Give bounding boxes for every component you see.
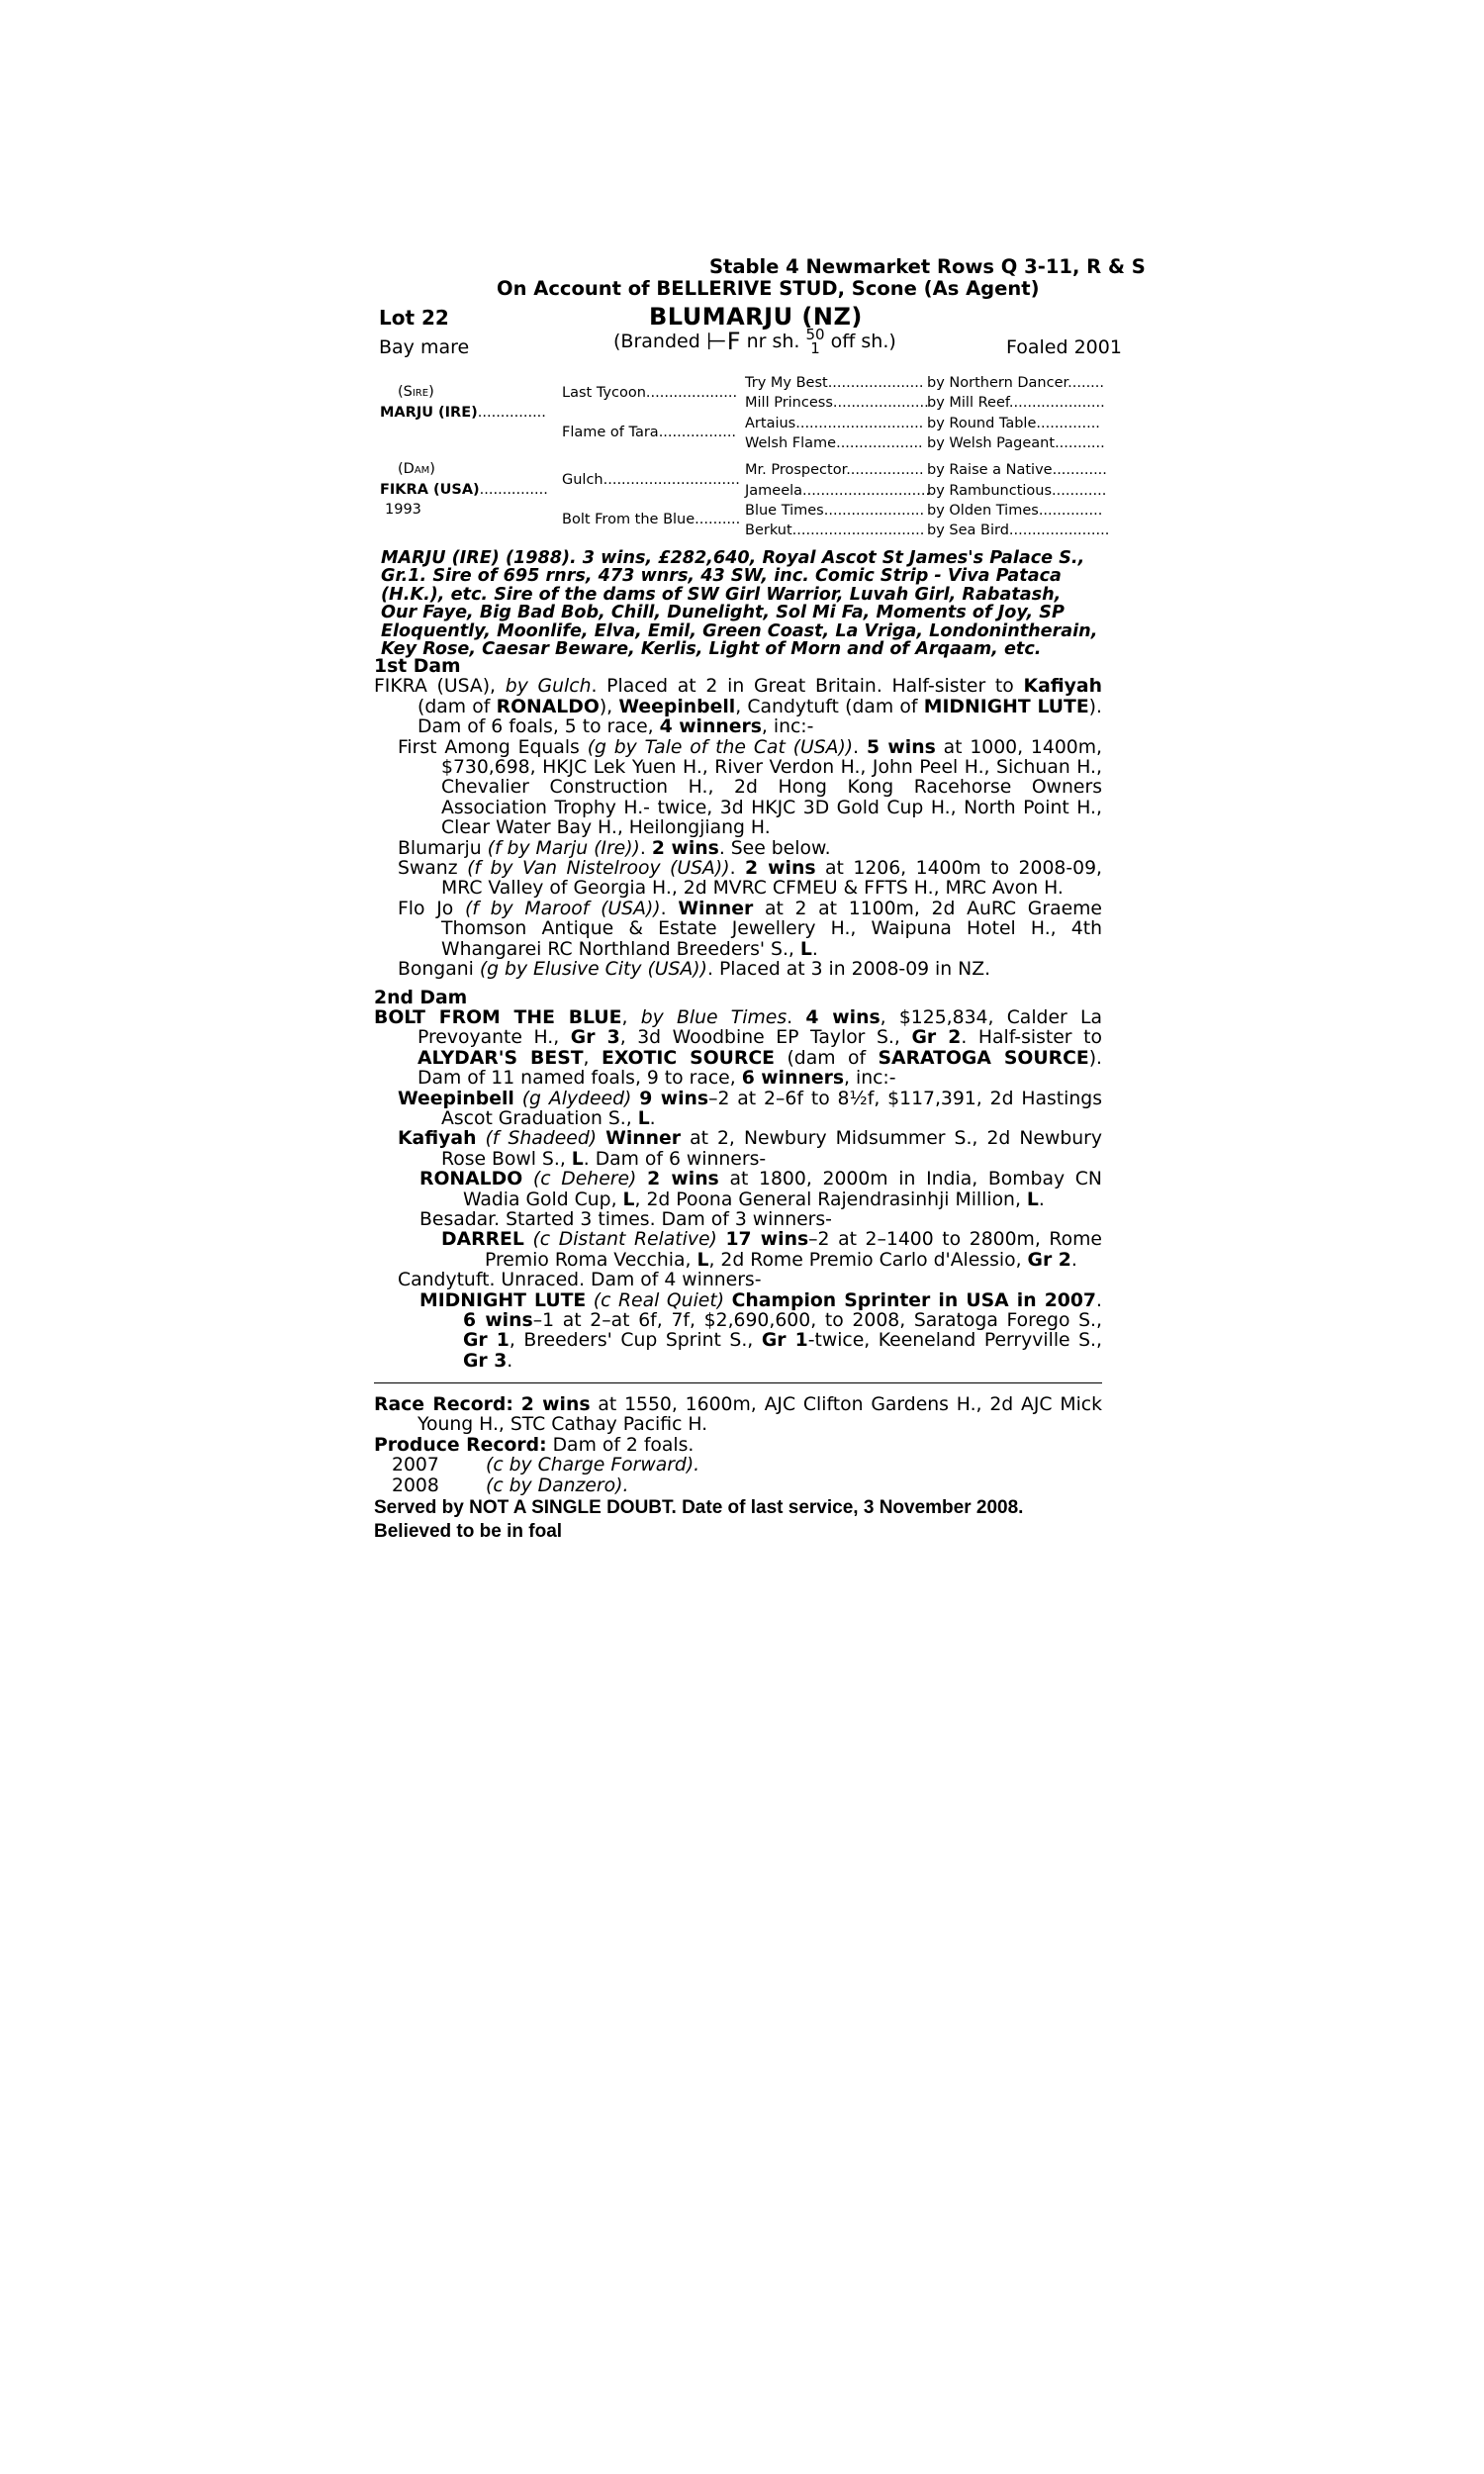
produce-record: Produce Record: Dam of 2 foals. [374,1434,695,1456]
stable-location: Stable 4 Newmarket Rows Q 3-11, R & S [709,255,1146,278]
produce-row: 2008 (c by Danzero). [392,1475,629,1496]
brand-icon: ⊢F [705,328,741,355]
sex-colour: Bay mare [379,336,470,358]
gen4-8: by Sea Bird...................... [927,523,1110,538]
gen4-5: by Raise a Native............ [927,462,1107,478]
foaled-year: Foaled 2001 [1006,336,1122,358]
gen3-8: Berkut............................. [745,523,925,538]
gen4-3: by Round Table.............. [927,416,1100,431]
gen3-6: Jameela............................ [745,483,931,499]
sire-name: MARJU (IRE)............... [380,405,546,421]
gen3-3: Artaius............................ [745,416,924,431]
foal-bongani: Bongani (g by Elusive City (USA)). Placed at 3 in 2008-09 in NZ. [398,959,991,981]
midnight-lute-entry: MIDNIGHT LUTE (c Real Quiet) Champion Sprinter in USA in 2007. 6 wins–1 at 2–at 6f, 7f, $2,690,600, to 2008, Saratoga Forego S., Gr 1, Breeders' Cup Sprint S., Gr 1-twice, Keeneland Perryville S., Gr 3. [419,1289,1102,1372]
foal-flo-jo: Flo Jo (f by Maroof (USA)). Winner at 2 at 1100m, 2d AuRC Graeme Thomson Antique & Estate Jewellery H., Waipuna Hotel H., 4th Whangarei RC Northland Breeders' S., L. [398,898,1102,960]
gen3-7: Blue Times...................... [745,503,925,519]
records-footer [374,1395,1102,1543]
brand-description: (Branded ⊢F nr sh. 50 1 off sh.) [613,326,896,357]
grandsire-4: Bolt From the Blue.......... [562,512,741,527]
foal-swanz: Swanz (f by Van Nistelrooy (USA)). 2 wins at 1206, 1400m to 2008-09, MRC Valley of Georgia H., 2d MVRC CFMEU & FFTS H., MRC Avon H. [398,858,1102,900]
gen3-4: Welsh Flame................... [745,435,923,451]
besadar-entry: Besadar. Started 3 times. Dam of 3 winners- [419,1208,832,1230]
grandsire-3: Gulch.............................. [562,472,740,488]
section-divider [374,1382,1102,1383]
ronaldo-entry: RONALDO (c Dehere) 2 wins at 1800, 2000m in India, Bombay CN Wadia Gold Cup, L, 2d Poona General Rajendrasinhji Million, L. [419,1169,1102,1210]
first-dam-heading: 1st Dam [374,656,461,677]
grandsire-1: Last Tycoon.................... [562,385,738,401]
gen3-1: Try My Best..................... [745,375,924,391]
horse-name: BLUMARJU (NZ) [649,303,863,331]
candytuft-entry: Candytuft. Unraced. Dam of 4 winners- [398,1270,762,1291]
sire-label: (Sire) [398,384,434,400]
gen4-7: by Olden Times.............. [927,503,1103,519]
service-note: Served by NOT A SINGLE DOUBT. Date of last service, 3 November 2008. [374,1497,1024,1519]
darrel-entry: DARREL (c Distant Relative) 17 wins–2 at 2–1400 to 2800m, Rome Premio Roma Vecchia, L, 2d Rome Premio Carlo d'Alessio, Gr 2. [441,1229,1102,1271]
foal-blumarju: Blumarju (f by Marju (Ire)). 2 wins. See below. [398,837,831,859]
gen4-1: by Northern Dancer........ [927,375,1105,391]
foal-status: Believed to be in foal [374,1521,563,1543]
gen4-2: by Mill Reef..................... [927,395,1105,411]
dam-name: FIKRA (USA)............... [380,482,548,498]
produce-row: 2007 (c by Charge Forward). [392,1455,700,1476]
second-dam-heading: 2nd Dam [374,987,468,1008]
weepinbell-entry: Weepinbell (g Alydeed) 9 wins–2 at 2–6f to 8½f, $117,391, 2d Hastings Ascot Graduation S., L. [398,1088,1102,1129]
kafiyah-entry: Kafiyah (f Shadeed) Winner at 2, Newbury Midsummer S., 2d Newbury Rose Bowl S., L. Dam of 6 winners- [398,1128,1102,1170]
vendor-account: On Account of BELLERIVE STUD, Scone (As Agent) [497,277,1040,300]
dam-label: (Dam) [398,461,435,477]
dam-year: 1993 [385,502,421,518]
race-record: Race Record: 2 wins at 1550, 1600m, AJC Clifton Gardens H., 2d AJC Mick Young H., STC Cathay Pacific H. [374,1394,1103,1436]
first-dam-intro: FIKRA (USA), by Gulch. Placed at 2 in Great Britain. Half-sister to Kafiyah (dam of RONALDO), Weepinbell, Candytuft (dam of MIDNIGHT LUTE). Dam of 6 foals, 5 to race, 4 winners, inc:- [374,676,1102,738]
foal-first-among-equals: First Among Equals (g by Tale of the Cat (USA)). 5 wins at 1000, 1400m, $730,698, HKJC Lek Yuen H., River Verdon H., John Peel H., Sichuan H., Chevalier Construction H., 2d Hong Kong Racehorse Owners Association Trophy H.- twice, 3d HKJC 3D Gold Cup H., North Point H., Clear Water Bay H., Heilongjiang H. [398,736,1102,839]
lot-number: Lot 22 [379,306,449,330]
brand-fraction: 50 1 [805,326,825,357]
gen4-4: by Welsh Pageant........... [927,435,1105,451]
catalogue-body [374,657,1102,1372]
sire-notes: MARJU (IRE) (1988). 3 wins, £282,640, Royal Ascot St James's Palace S., Gr.1. Sire of 695 rnrs, 473 wnrs, 43 SW, inc. Comic Strip - Viva Pataca (H.K.), etc. Sire of the dams of SW Girl Warrior, Luvah Girl, Rabatash, Our Faye, Big Bad Bob, Chill, Dunelight, Sol Mi Fa, Moments of Joy, SP Eloquently, Moonlife, Elva, Emil, Green Coast, La Vriga, Londonintherain, Key Rose, Caesar Beware, Kerlis, Light of Morn and of Arqaam, etc. [381,548,1098,660]
gen3-2: Mill Princess..................... [745,395,929,411]
gen4-6: by Rambunctious............ [927,483,1107,499]
second-dam-intro: BOLT FROM THE BLUE, by Blue Times. 4 wins, $125,834, Calder La Prevoyante H., Gr 3, 3d Woodbine EP Taylor S., Gr 2. Half-sister to ALYDAR'S BEST, EXOTIC SOURCE (dam of SARATOGA SOURCE). Dam of 11 named foals, 9 to race, 6 winners, inc:- [374,1006,1103,1090]
grandsire-2: Flame of Tara................. [562,425,737,440]
gen3-5: Mr. Prospector................. [745,462,924,478]
